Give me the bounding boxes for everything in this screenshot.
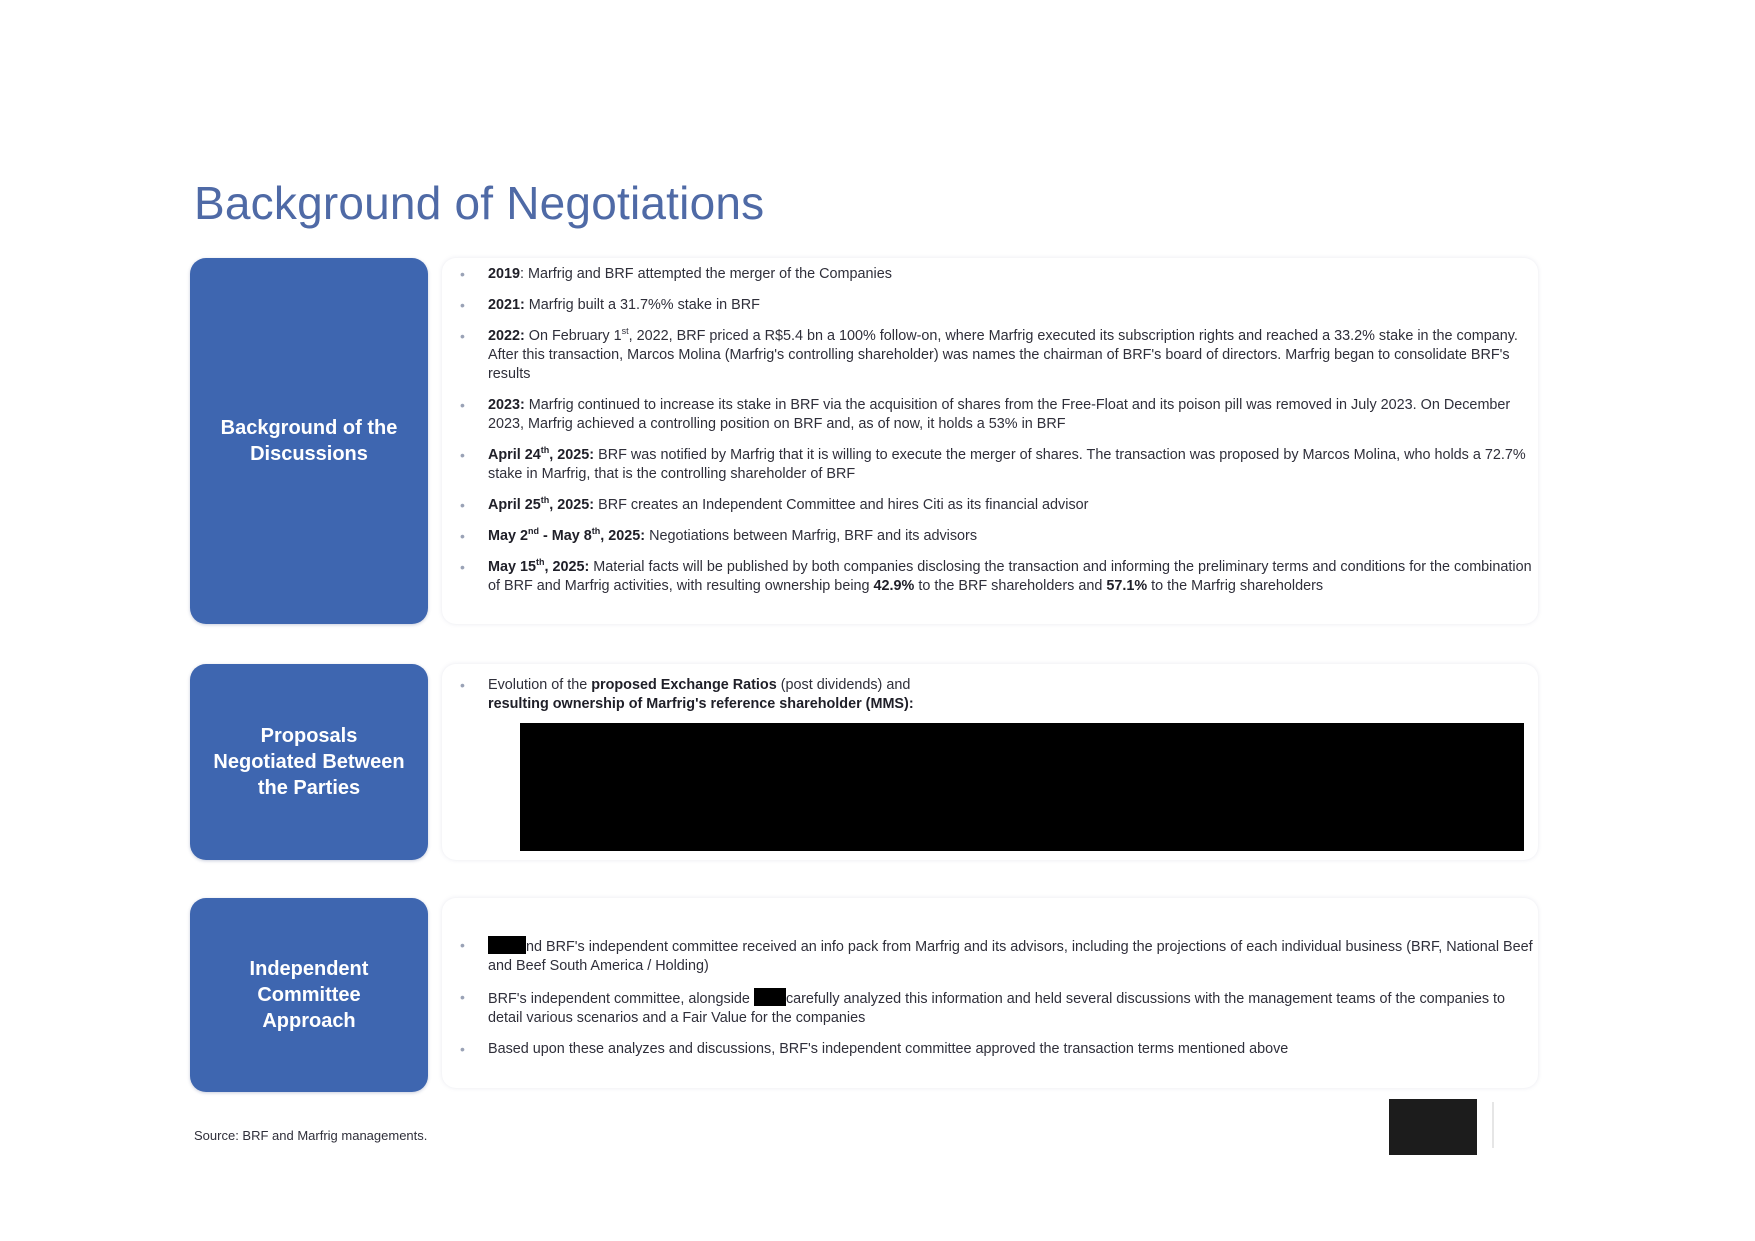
item-text: (post dividends) and (776, 677, 911, 693)
list-item (442, 396, 1538, 434)
bullet-icon: • (460, 1041, 465, 1057)
bullet-icon: • (460, 559, 465, 575)
label-line: Background of the (220, 417, 398, 439)
proposals-panel (442, 664, 1538, 860)
item-date (488, 447, 594, 463)
item-text: BRF was notified by Marfrig that it is willing to execute the merger of shares. The transaction was proposed by Marcos Molina, who holds a 72.7% stake in Marfrig, that is the controlling shareholder of BRF (488, 447, 1526, 482)
date-part: - May 8 (539, 528, 592, 544)
bullet-icon: • (460, 447, 465, 463)
item-sup: st (621, 326, 629, 337)
date-sup: th (540, 445, 550, 456)
item-text: BRF creates an Independent Committee and hires Citi as its financial advisor (594, 497, 1089, 513)
label-line: Approach (262, 1010, 356, 1032)
label-line: Negotiated Between (213, 751, 405, 773)
item-year: 2022: (488, 328, 525, 344)
date-sup: th (536, 557, 545, 568)
discussions-panel (442, 258, 1538, 624)
date-part: April 24 (488, 447, 541, 463)
item-text: Negotiations between Marfrig, BRF and its advisors (645, 528, 978, 544)
label-line: Discussions (250, 443, 368, 465)
page-title: Background of Negotiations (194, 177, 765, 229)
date-part: , 2025: (600, 528, 646, 544)
item-text: carefully analyzed this information and held several discussions with the management teams of the companies to detail various scenarios and a Fair Value for the companies (488, 991, 1506, 1026)
bullet-icon: • (460, 937, 465, 953)
item-year: 2019 (488, 266, 521, 282)
item-bold: proposed Exchange Ratios (591, 677, 777, 693)
label-line: Independent (249, 958, 369, 980)
brf-ownership-pct: 42.9% (873, 578, 915, 594)
item-text: Marfrig built a 31.7%% stake in BRF (524, 297, 760, 313)
list-item (442, 527, 1538, 546)
bullet-icon: • (460, 497, 465, 513)
approach-list (442, 936, 1538, 1059)
item-year: 2021: (488, 297, 525, 313)
item-text: BRF's independent committee, alongside (488, 991, 754, 1007)
item-text: Marfrig continued to increase its stake in BRF via the acquisition of shares from the Free-Float and its poison pill was removed in July 2023. On December 2023, Marfrig achieved a controlling position on BRF and, as of now, it holds a 53% in BRF (488, 397, 1511, 432)
item-text: , 2022, BRF priced a R$5.4 bn a 100% follow-on, where Marfrig executed its subscription rights and reached a 33.2% stake in the company. After this transaction, Marcos Molina (Marfrig's controlling shareholder) was names the chairman of BRF's board of directors. Marfrig began to consolidate BRF's results (488, 328, 1518, 382)
list-item (442, 496, 1538, 515)
bullet-icon: • (460, 677, 465, 693)
item-text: nd BRF's independent committee received an info pack from Marfrig and its advisors, including the projections of each individual business (BRF, National Beef and Beef South America / Holding) (488, 939, 1533, 974)
list-item (442, 988, 1538, 1028)
item-text: Evolution of the (488, 677, 592, 693)
list-item (442, 936, 1538, 976)
label-line: Proposals (260, 725, 358, 747)
item-text: Based upon these analyzes and discussions, BRF's independent committee approved the transaction terms mentioned above (488, 1041, 1289, 1057)
section-label-proposals (190, 664, 428, 860)
section-label-discussions (190, 258, 428, 624)
item-date (488, 497, 594, 513)
proposals-list (442, 676, 1538, 714)
bullet-icon: • (460, 297, 465, 313)
list-item (442, 296, 1538, 315)
date-part: , 2025: (549, 447, 595, 463)
item-date (488, 559, 589, 575)
item-text: to the BRF shareholders and (914, 578, 1107, 594)
label-line: the Parties (257, 777, 361, 799)
approach-panel (442, 898, 1538, 1088)
redacted-logo (1389, 1099, 1477, 1155)
date-sup: nd (528, 526, 539, 537)
label-line: Committee (257, 984, 361, 1006)
divider (1492, 1102, 1494, 1148)
section-label-approach (190, 898, 428, 1092)
list-item (442, 327, 1538, 384)
source-note: Source: BRF and Marfrig managements. (194, 1128, 428, 1143)
redaction-block (488, 936, 526, 954)
redacted-table (520, 723, 1524, 851)
date-sup: th (591, 526, 601, 537)
bullet-icon: • (460, 528, 465, 544)
date-part: , 2025: (549, 497, 595, 513)
bullet-icon: • (460, 266, 465, 282)
date-part: , 2025: (544, 559, 590, 575)
list-item (442, 1040, 1538, 1059)
item-bold: resulting ownership of Marfrig's reference shareholder (MMS): (488, 696, 914, 712)
item-text: : Marfrig and BRF attempted the merger of the Companies (520, 266, 892, 282)
date-sup: th (540, 495, 550, 506)
item-text: to the Marfrig shareholders (1147, 578, 1324, 594)
bullet-icon: • (460, 989, 465, 1005)
date-part: May 2 (488, 528, 528, 544)
list-item (442, 558, 1538, 596)
bullet-icon: • (460, 397, 465, 413)
date-part: April 25 (488, 497, 541, 513)
item-date (488, 528, 645, 544)
discussions-list (442, 265, 1538, 596)
redaction-block (754, 988, 786, 1006)
item-year: 2023: (488, 397, 525, 413)
date-part: May 15 (488, 559, 536, 575)
item-text: Material facts will be published by both companies disclosing the transaction and informing the preliminary terms and conditions for the combination of BRF and Marfrig activities, with resulting ownership being (488, 559, 1532, 594)
list-item (442, 265, 1538, 284)
item-text: On February 1 (524, 328, 622, 344)
list-item (442, 676, 1538, 714)
bullet-icon: • (460, 328, 465, 344)
list-item (442, 446, 1538, 484)
marfrig-ownership-pct: 57.1% (1106, 578, 1148, 594)
